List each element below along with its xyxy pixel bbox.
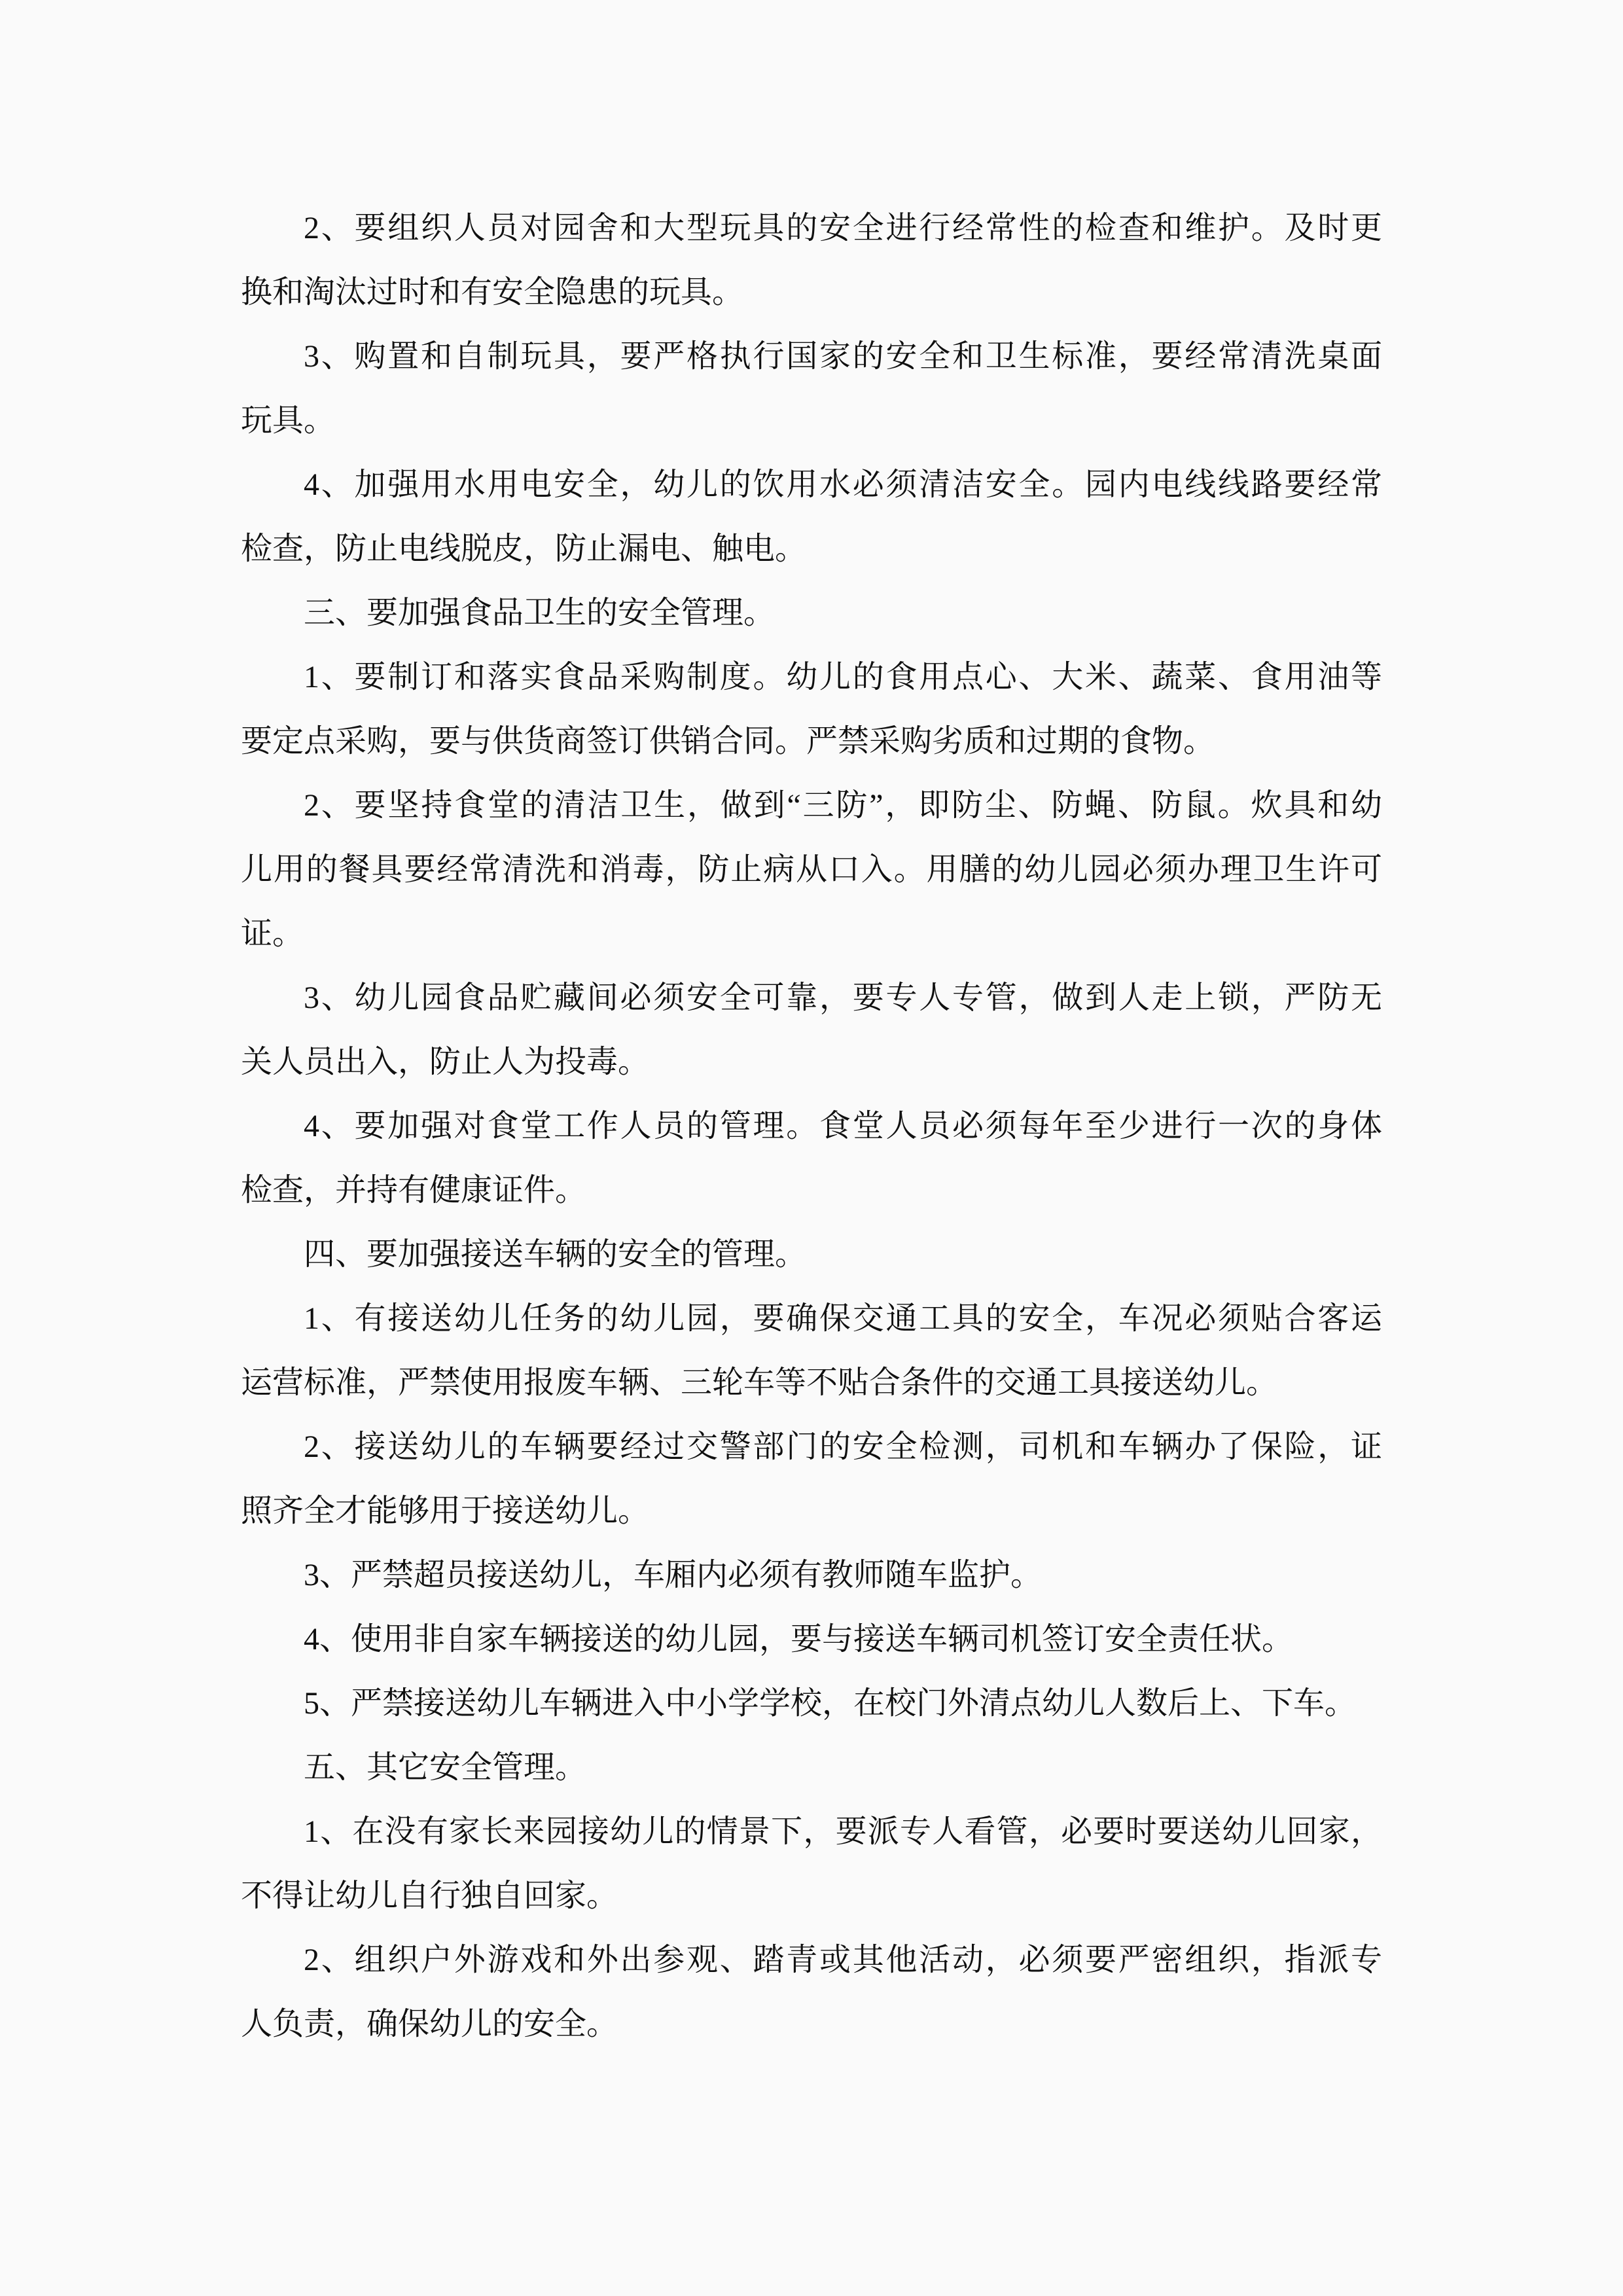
text-line: 1、在没有家长来园接幼儿的情景下，要派专人看管，必要时要送幼儿回家， [304,1814,1382,1849]
text-line: 4、加强用水用电安全，幼儿的饮用水必须清洁安全。园内电线线路要经常 [304,467,1382,502]
text-line: 换和淘汰过时和有安全隐患的玩具。 [241,275,744,310]
text-line: 2、组织户外游戏和外出参观、踏青或其他活动，必须要严密组织，指派专 [304,1943,1382,1977]
text-line: 2、接送幼儿的车辆要经过交警部门的安全检测，司机和车辆办了保险，证 [304,1429,1382,1464]
text-line: 检查，防止电线脱皮，防止漏电、触电。 [241,531,807,566]
text-line: 证。 [241,916,304,951]
text-line: 2、要组织人员对园舍和大型玩具的安全进行经常性的检查和维护。及时更 [304,211,1382,245]
text-line: 4、使用非自家车辆接送的幼儿园，要与接送车辆司机签订安全责任状。 [304,1622,1294,1657]
text-line: 儿用的餐具要经常清洗和消毒，防止病从口入。用膳的幼儿园必须办理卫生许可 [241,852,1382,887]
text-line: 检查，并持有健康证件。 [241,1173,587,1208]
text-line: 关人员出入，防止人为投毒。 [241,1045,650,1079]
text-line: 不得让幼儿自行独自回家。 [241,1878,618,1913]
text-line: 玩具。 [241,403,336,438]
text-line: 1、有接送幼儿任务的幼儿园，要确保交通工具的安全，车况必须贴合客运 [304,1301,1382,1336]
text-line: 5、严禁接送幼儿车辆进入中小学学校，在校门外清点幼儿人数后上、下车。 [304,1686,1357,1721]
text-line: 人负责，确保幼儿的安全。 [241,2007,618,2041]
text-line: 2、要坚持食堂的清洁卫生，做到“三防”，即防尘、防蝇、防鼠。炊具和幼 [304,788,1382,823]
text-line: 3、幼儿园食品贮藏间必须安全可靠，要专人专管，做到人走上锁，严防无 [304,980,1382,1015]
text-line: 运营标准，严禁使用报废车辆、三轮车等不贴合条件的交通工具接送幼儿。 [241,1365,1278,1400]
text-line: 4、要加强对食堂工作人员的管理。食堂人员必须每年至少进行一次的身体 [304,1109,1382,1143]
text-line: 3、严禁超员接送幼儿，车厢内必须有教师随车监护。 [304,1558,1043,1592]
text-line: 照齐全才能够用于接送幼儿。 [241,1494,650,1528]
text-line: 四、要加强接送车辆的安全的管理。 [304,1237,807,1272]
text-line: 1、要制订和落实食品采购制度。幼儿的食用点心、大米、蔬菜、食用油等 [304,660,1382,694]
document-body [241,196,1382,2056]
text-line: 三、要加强食品卫生的安全管理。 [304,596,776,630]
text-line: 3、购置和自制玩具，要严格执行国家的安全和卫生标准，要经常清洗桌面 [304,339,1382,374]
text-line: 五、其它安全管理。 [304,1750,587,1785]
text-line: 要定点采购，要与供货商签订供销合同。严禁采购劣质和过期的食物。 [241,724,1215,759]
